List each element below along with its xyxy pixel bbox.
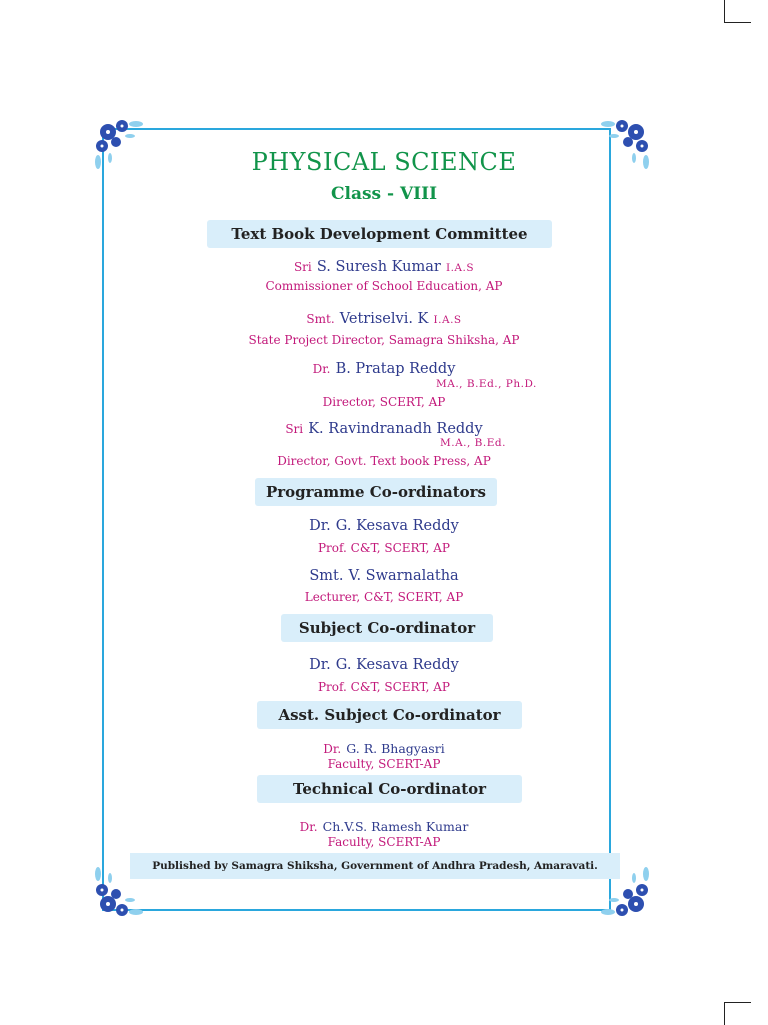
member-name: G. Kesava Reddy <box>335 657 459 673</box>
member-designation: State Project Director, Samagra Shiksha, AP <box>248 333 520 347</box>
member-designation: Lecturer, C&T, SCERT, AP <box>304 590 464 604</box>
section-header-subject-coordinator: Subject Co-ordinator <box>281 614 493 642</box>
publisher-footer: Published by Samagra Shiksha, Government of Andhra Pradesh, Amaravati. <box>130 853 620 879</box>
member-suffix: I.A.S <box>433 314 462 326</box>
section-header-asst-subject-coordinator: Asst. Subject Co-ordinator <box>257 701 522 729</box>
member-designation: Faculty, SCERT-AP <box>327 835 441 849</box>
member-name: G. Kesava Reddy <box>335 518 459 534</box>
member-prefix: Dr. <box>309 518 331 534</box>
member-row <box>0 308 768 327</box>
member-prefix: Dr. <box>309 657 331 673</box>
member-prefix: Smt. <box>309 568 344 584</box>
member-designation: Director, SCERT, AP <box>322 395 446 409</box>
member-prefix: Dr. <box>299 820 318 834</box>
member-prefix: Dr. <box>312 362 331 376</box>
member-row <box>0 816 768 835</box>
member-suffix: I.A.S <box>445 262 475 274</box>
member-name: Vetriselvi. K <box>339 311 429 327</box>
member-degrees: M.A., B.Ed. <box>440 437 506 449</box>
member-name: K. Ravindranadh Reddy <box>308 421 483 437</box>
member-prefix: Sri <box>293 260 312 274</box>
member-name: G. R. Bhagyasri <box>346 741 445 756</box>
section-header-programme-coordinators: Programme Co-ordinators <box>255 478 497 506</box>
class-subtitle: Class - VIII <box>330 184 438 204</box>
member-prefix: Dr. <box>323 742 342 756</box>
member-designation: Prof. C&T, SCERT, AP <box>317 680 450 694</box>
member-designation: Faculty, SCERT-AP <box>327 757 441 771</box>
member-row <box>0 358 768 377</box>
member-prefix: Smt. <box>306 312 335 326</box>
member-name: S. Suresh Kumar <box>316 259 441 275</box>
member-row <box>0 418 768 437</box>
member-designation: Commissioner of School Education, AP <box>265 279 503 293</box>
member-row <box>0 654 768 673</box>
member-name: V. Swarnalatha <box>348 568 459 584</box>
member-row <box>0 738 768 757</box>
member-row <box>0 256 768 275</box>
member-name: Ch.V.S. Ramesh Kumar <box>322 819 469 834</box>
member-designation: Prof. C&T, SCERT, AP <box>317 541 450 555</box>
member-designation: Director, Govt. Text book Press, AP <box>277 454 491 468</box>
member-row <box>0 515 768 534</box>
section-header-technical-coordinator: Technical Co-ordinator <box>257 775 522 803</box>
member-prefix: Sri <box>285 422 304 436</box>
section-header-textbook-committee: Text Book Development Committee <box>207 220 552 248</box>
member-name: B. Pratap Reddy <box>335 361 456 377</box>
member-degrees: MA., B.Ed., Ph.D. <box>436 378 537 390</box>
page-title: PHYSICAL SCIENCE <box>251 148 517 176</box>
member-row <box>0 565 768 584</box>
